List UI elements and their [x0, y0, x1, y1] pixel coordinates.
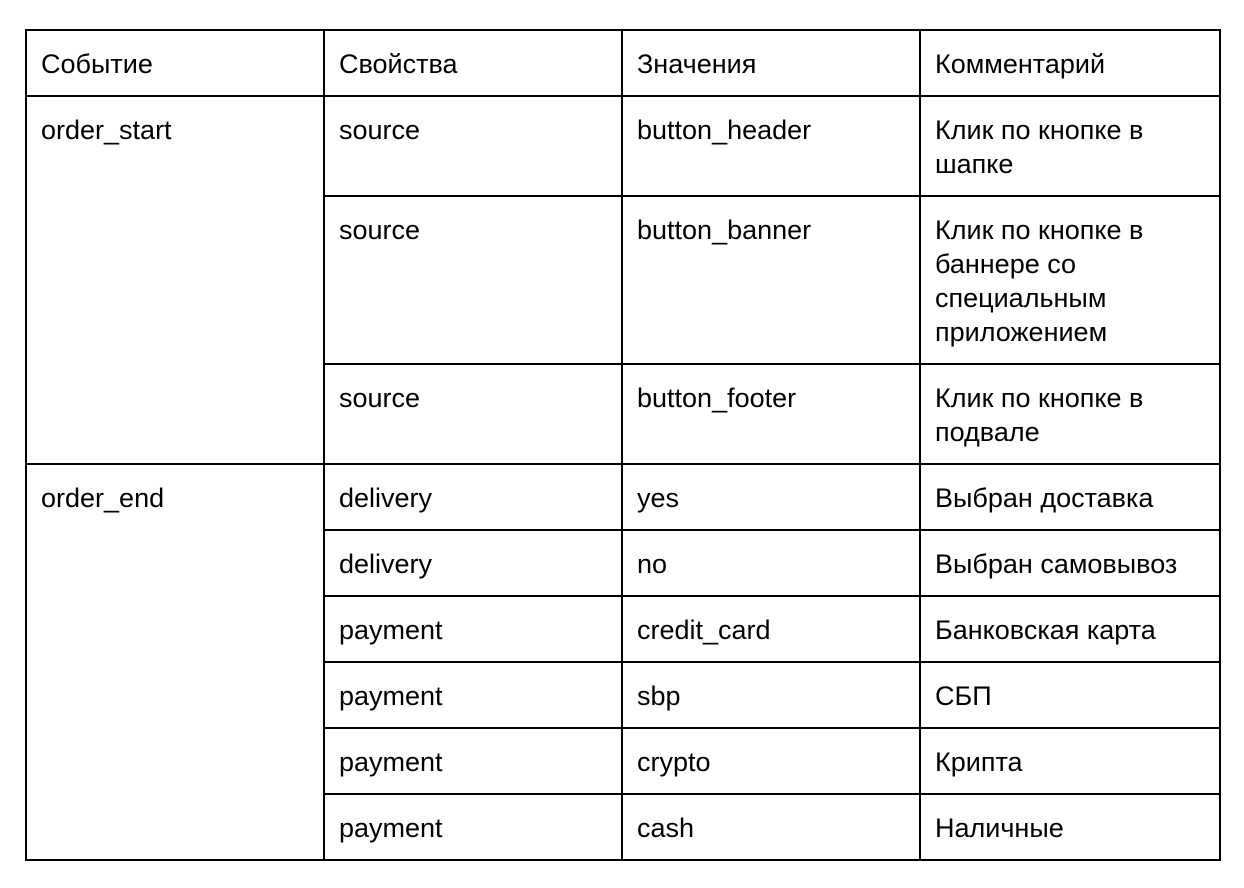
- property-cell: source: [324, 196, 622, 364]
- value-cell: crypto: [622, 728, 920, 794]
- comment-cell: Наличные: [920, 794, 1220, 860]
- comment-cell: СБП: [920, 662, 1220, 728]
- value-cell: button_footer: [622, 364, 920, 464]
- comment-cell: Клик по кнопке в баннере со специальным приложением: [920, 196, 1220, 364]
- comment-cell: Клик по кнопке в шапке: [920, 96, 1220, 196]
- property-cell: payment: [324, 794, 622, 860]
- table-row: [26, 96, 1220, 196]
- comment-cell: Крипта: [920, 728, 1220, 794]
- value-cell: yes: [622, 464, 920, 530]
- header-event: Событие: [26, 30, 324, 96]
- event-cell: order_start: [26, 96, 324, 464]
- value-cell: no: [622, 530, 920, 596]
- event-cell: order_end: [26, 464, 324, 860]
- property-cell: payment: [324, 662, 622, 728]
- table-header-row: [26, 30, 1220, 96]
- property-cell: payment: [324, 596, 622, 662]
- table-row: [26, 464, 1220, 530]
- property-cell: delivery: [324, 530, 622, 596]
- value-cell: button_banner: [622, 196, 920, 364]
- value-cell: sbp: [622, 662, 920, 728]
- value-cell: cash: [622, 794, 920, 860]
- comment-cell: Клик по кнопке в подвале: [920, 364, 1220, 464]
- property-cell: source: [324, 364, 622, 464]
- comment-cell: Выбран самовывоз: [920, 530, 1220, 596]
- events-table: [25, 29, 1221, 861]
- header-properties: Свойства: [324, 30, 622, 96]
- property-cell: delivery: [324, 464, 622, 530]
- comment-cell: Выбран доставка: [920, 464, 1220, 530]
- header-values: Значения: [622, 30, 920, 96]
- property-cell: payment: [324, 728, 622, 794]
- header-comment: Комментарий: [920, 30, 1220, 96]
- value-cell: credit_card: [622, 596, 920, 662]
- comment-cell: Банковская карта: [920, 596, 1220, 662]
- value-cell: button_header: [622, 96, 920, 196]
- property-cell: source: [324, 96, 622, 196]
